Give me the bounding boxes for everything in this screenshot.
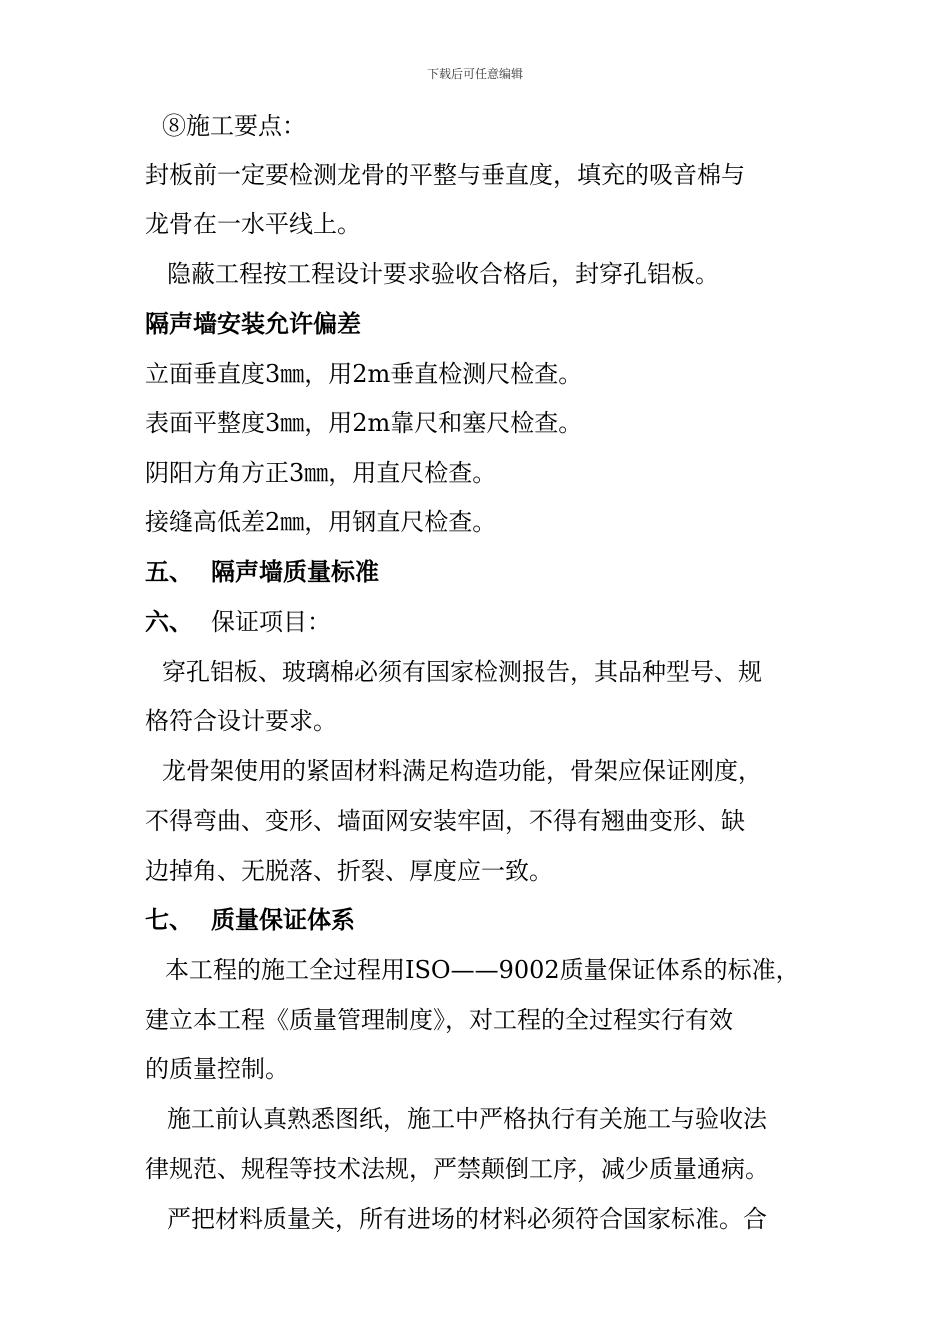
section-number: 六、 [145, 608, 193, 636]
paragraph-line: 龙骨架使用的紧固材料满足构造功能，骨架应保证刚度， [162, 757, 762, 785]
construction-points-heading: ⑧施工要点： [162, 112, 306, 140]
paragraph-line: 不得弯曲、变形、墙面网安装牢固，不得有翘曲变形、缺 [145, 807, 745, 835]
section-five-heading [145, 556, 379, 588]
section-title: 质量保证体系 [211, 906, 355, 934]
section-number: 五、 [145, 558, 193, 586]
tolerance-item: 表面平整度3㎜，用2m靠尺和塞尺检查。 [145, 409, 583, 437]
paragraph-line: 封板前一定要检测龙骨的平整与垂直度，填充的吸音棉与 [145, 161, 745, 189]
section-number: 七、 [145, 906, 193, 934]
paragraph-line: 严把材料质量关，所有进场的材料必须符合国家标准。合 [167, 1205, 767, 1233]
section-seven-heading [145, 904, 355, 936]
paragraph-line: 穿孔铝板、玻璃棉必须有国家检测报告，其品种型号、规 [162, 658, 762, 686]
tolerance-heading: 隔声墙安装允许偏差 [145, 310, 361, 338]
paragraph-line: 本工程的施工全过程用ISO——9002质量保证体系的标准， [165, 956, 800, 984]
tolerance-item: 立面垂直度3㎜，用2m垂直检测尺检查。 [145, 360, 583, 388]
paragraph-line: 龙骨在一水平线上。 [145, 210, 361, 238]
paragraph-line: 隐蔽工程按工程设计要求验收合格后，封穿孔铝板。 [167, 260, 719, 288]
paragraph-line: 律规范、规程等技术法规，严禁颠倒工序，减少质量通病。 [145, 1155, 769, 1183]
section-title: 保证项目： [211, 608, 331, 636]
page-header: 下载后可任意编辑 [426, 67, 523, 81]
section-six-heading [145, 606, 331, 638]
tolerance-item: 阴阳方角方正3㎜，用直尺检查。 [145, 459, 497, 487]
section-title: 隔声墙质量标准 [211, 558, 379, 586]
tolerance-item: 接缝高低差2㎜，用钢直尺检查。 [145, 508, 497, 536]
paragraph-line: 格符合设计要求。 [145, 707, 337, 735]
paragraph-line: 的质量控制。 [145, 1055, 289, 1083]
paragraph-line: 施工前认真熟悉图纸，施工中严格执行有关施工与验收法 [167, 1105, 767, 1133]
paragraph-line: 建立本工程《质量管理制度》，对工程的全过程实行有效 [145, 1006, 733, 1034]
paragraph-line: 边掉角、无脱落、折裂、厚度应一致。 [145, 857, 553, 885]
